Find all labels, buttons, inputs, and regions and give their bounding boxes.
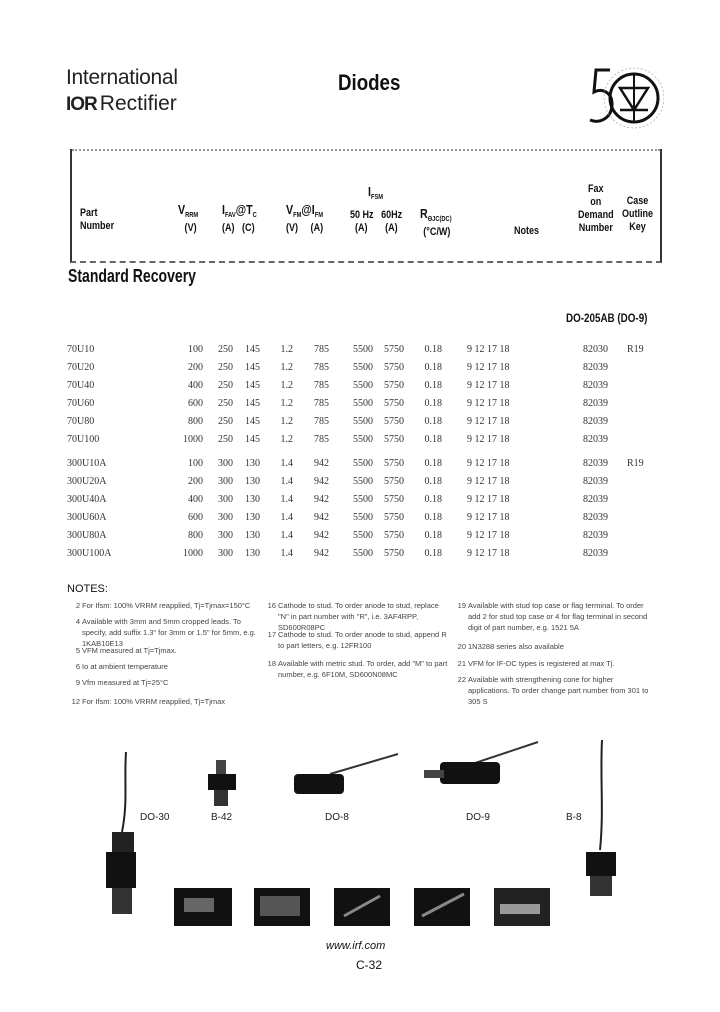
- note-number: 17: [267, 630, 276, 639]
- note-text: Available with strengthening cone for higher applications. To order change part number from 301 to 305 S: [468, 675, 649, 706]
- cell-part: 70U100: [67, 434, 100, 445]
- cell-ifm: 785: [314, 344, 329, 355]
- cell-vfm: 1.4: [280, 548, 293, 559]
- column-header-box: [70, 149, 662, 263]
- cell-fax: 82039: [583, 476, 608, 487]
- cell-i60: 5750: [384, 512, 404, 523]
- cell-fax: 82039: [583, 416, 608, 427]
- note-number: 18: [267, 659, 276, 668]
- cell-ifm: 942: [314, 458, 329, 469]
- note-text: VFM measured at Tj=Tjmax.: [82, 646, 177, 655]
- cell-ifm: 785: [314, 434, 329, 445]
- cell-ifav: 300: [218, 494, 233, 505]
- cell-rth: 0.18: [424, 398, 442, 409]
- cell-vfm: 1.2: [280, 344, 293, 355]
- cell-i50: 5500: [353, 548, 373, 559]
- cell-i60: 5750: [384, 344, 404, 355]
- cell-case: R19: [627, 458, 644, 469]
- header-rth: $R_{\Theta JC(DC)}$ (°C/W): [420, 206, 452, 239]
- note-text: Available with 3mm and 5mm cropped leads. To specify, add suffix 1.3" for 3mm or 1.5" for 5mm, e.g. 1KAB10E13: [82, 617, 256, 648]
- package-name: DO-8: [325, 812, 349, 823]
- cell-vfm: 1.2: [280, 380, 293, 391]
- cell-i50: 5500: [353, 476, 373, 487]
- cell-i50: 5500: [353, 458, 373, 469]
- note-text: 1N3288 series also available: [468, 642, 564, 651]
- cell-notes: 9 12 17 18: [467, 494, 510, 505]
- cell-i50: 5500: [353, 344, 373, 355]
- cell-tc: 145: [245, 362, 260, 373]
- cell-i60: 5750: [384, 416, 404, 427]
- cell-rth: 0.18: [424, 494, 442, 505]
- cell-part: 70U40: [67, 380, 95, 391]
- cell-vrrm: 1000: [183, 434, 203, 445]
- header-ifav: $I_{FAV}@T_C$ (A) (C): [222, 202, 257, 235]
- table-row: [0, 362, 720, 380]
- anniversary-50-logo: [582, 62, 664, 134]
- cell-vfm: 1.2: [280, 362, 293, 373]
- cell-rth: 0.18: [424, 512, 442, 523]
- note-text: Io at ambient temperature: [82, 662, 168, 671]
- cell-tc: 130: [245, 512, 260, 523]
- cell-notes: 9 12 17 18: [467, 362, 510, 373]
- note-number: 19: [457, 601, 466, 610]
- note-text: For Ifsm: 100% VRRM reapplied, Tj=Tjmax=150°C: [82, 601, 251, 610]
- header-fax: Fax on Demand Number: [578, 183, 614, 234]
- header-vrrm: $V_{RRM}$ (V): [178, 202, 199, 235]
- cell-case: R19: [627, 344, 644, 355]
- cell-i60: 5750: [384, 476, 404, 487]
- cell-tc: 130: [245, 476, 260, 487]
- cell-fax: 82030: [583, 344, 608, 355]
- package-name: DO-9: [466, 812, 490, 823]
- cell-ifav: 250: [218, 344, 233, 355]
- b42-image: [204, 760, 244, 810]
- cell-fax: 82039: [583, 530, 608, 541]
- note-number: 22: [457, 675, 466, 684]
- table-row: [0, 398, 720, 416]
- cell-rth: 0.18: [424, 344, 442, 355]
- table-row: [0, 548, 720, 566]
- do8-image: [290, 752, 400, 802]
- header-ifsm: $I_{FSM}$: [368, 184, 384, 202]
- table-row: [0, 458, 720, 476]
- note-number: 12: [71, 697, 80, 706]
- note-number: 9: [75, 678, 80, 687]
- cell-ifav: 250: [218, 416, 233, 427]
- cell-vrrm: 600: [188, 398, 203, 409]
- package-name: B-42: [211, 812, 233, 823]
- cell-ifm: 942: [314, 494, 329, 505]
- cell-part: 300U60A: [67, 512, 107, 523]
- cell-fax: 82039: [583, 434, 608, 445]
- note-number: 20: [457, 642, 466, 651]
- note-item: [457, 641, 653, 652]
- cell-i50: 5500: [353, 398, 373, 409]
- cell-ifav: 300: [218, 476, 233, 487]
- cell-i60: 5750: [384, 362, 404, 373]
- cell-i50: 5500: [353, 434, 373, 445]
- cell-vfm: 1.4: [280, 458, 293, 469]
- do30-image: [96, 752, 146, 917]
- cell-fax: 82039: [583, 458, 608, 469]
- table-row: [0, 512, 720, 530]
- note-number: 16: [267, 601, 276, 610]
- note-item: [75, 600, 257, 611]
- cell-i60: 5750: [384, 398, 404, 409]
- cell-ifm: 785: [314, 416, 329, 427]
- cell-part: 70U20: [67, 362, 95, 373]
- cell-fax: 82039: [583, 548, 608, 559]
- table-row: [0, 416, 720, 434]
- cell-vrrm: 100: [188, 458, 203, 469]
- cell-tc: 130: [245, 530, 260, 541]
- cell-ifav: 300: [218, 512, 233, 523]
- table-row: [0, 530, 720, 548]
- cell-ifav: 250: [218, 434, 233, 445]
- cell-notes: 9 12 17 18: [467, 530, 510, 541]
- cell-part: 70U60: [67, 398, 95, 409]
- cell-rth: 0.18: [424, 476, 442, 487]
- cell-vrrm: 1000: [183, 548, 203, 559]
- cell-i50: 5500: [353, 494, 373, 505]
- cell-tc: 145: [245, 398, 260, 409]
- cell-tc: 145: [245, 434, 260, 445]
- cell-fax: 82039: [583, 380, 608, 391]
- cell-fax: 82039: [583, 362, 608, 373]
- do9-image: [420, 740, 540, 800]
- cell-ifav: 300: [218, 530, 233, 541]
- page-number: C-32: [356, 958, 383, 972]
- cell-ifm: 942: [314, 530, 329, 541]
- header-case: Case Outline Key: [622, 195, 654, 233]
- cell-rth: 0.18: [424, 458, 442, 469]
- cell-rth: 0.18: [424, 548, 442, 559]
- cell-vfm: 1.4: [280, 476, 293, 487]
- cell-rth: 0.18: [424, 530, 442, 541]
- brand-rectifier: Rectifier: [99, 92, 177, 115]
- cell-rth: 0.18: [424, 416, 442, 427]
- footer-url[interactable]: www.irf.com: [326, 940, 386, 952]
- cell-ifav: 300: [218, 458, 233, 469]
- header-part: Part Number: [80, 207, 115, 232]
- note-text: Cathode to stud. To order anode to stud, replace "N" in part number with "R", i.e. 3AF4RPP, SD600R08PC: [278, 601, 439, 632]
- table-row: [0, 476, 720, 494]
- cell-vrrm: 600: [188, 512, 203, 523]
- cell-notes: 9 12 17 18: [467, 380, 510, 391]
- b8-image: [576, 740, 626, 900]
- cell-tc: 130: [245, 458, 260, 469]
- cell-notes: 9 12 17 18: [467, 458, 510, 469]
- note-number: 4: [75, 617, 80, 626]
- cell-vrrm: 800: [188, 530, 203, 541]
- cell-vrrm: 800: [188, 416, 203, 427]
- cell-part: 300U20A: [67, 476, 107, 487]
- package-label: DO-205AB (DO-9): [566, 311, 648, 325]
- package-name: B-8: [566, 812, 582, 823]
- note-item: [457, 674, 653, 707]
- cell-vrrm: 200: [188, 476, 203, 487]
- cell-vfm: 1.4: [280, 530, 293, 541]
- page-title: Diodes: [338, 70, 401, 95]
- cell-notes: 9 12 17 18: [467, 512, 510, 523]
- note-text: Available with stud top case or flag terminal. To order add 2 for stud top case or 4 for flag terminal in second digit of part number, e.g. 1521 5A: [468, 601, 648, 632]
- cell-vrrm: 400: [188, 494, 203, 505]
- note-item: [71, 696, 257, 707]
- cell-ifav: 300: [218, 548, 233, 559]
- note-item: [457, 658, 653, 669]
- cell-vrrm: 200: [188, 362, 203, 373]
- cell-i50: 5500: [353, 530, 373, 541]
- cell-notes: 9 12 17 18: [467, 416, 510, 427]
- table-row: [0, 494, 720, 512]
- cell-tc: 145: [245, 416, 260, 427]
- header-ifsm-cols: 50 Hz 60Hz (A) (A): [350, 209, 403, 234]
- note-item: [267, 629, 448, 651]
- cell-vfm: 1.2: [280, 434, 293, 445]
- cell-ifm: 942: [314, 512, 329, 523]
- note-item: [75, 661, 257, 672]
- brand-line1: International: [66, 66, 178, 89]
- cell-ifav: 250: [218, 362, 233, 373]
- cell-i60: 5750: [384, 530, 404, 541]
- cell-notes: 9 12 17 18: [467, 344, 510, 355]
- cell-vfm: 1.4: [280, 494, 293, 505]
- cell-fax: 82039: [583, 398, 608, 409]
- table-row: [0, 434, 720, 452]
- note-text: Cathode to stud. To order anode to stud, append R to part letters, e.g. 12FR100: [278, 630, 447, 650]
- cell-vrrm: 100: [188, 344, 203, 355]
- note-number: 5: [75, 646, 80, 655]
- header-notes: Notes: [514, 225, 540, 237]
- cell-rth: 0.18: [424, 362, 442, 373]
- cell-ifav: 250: [218, 380, 233, 391]
- cell-notes: 9 12 17 18: [467, 434, 510, 445]
- cell-i60: 5750: [384, 548, 404, 559]
- cell-vrrm: 400: [188, 380, 203, 391]
- notes-title: NOTES:: [67, 583, 108, 595]
- table-row: [0, 344, 720, 362]
- cell-ifm: 942: [314, 548, 329, 559]
- ior-logo: IOR: [66, 94, 97, 115]
- note-item: [457, 600, 653, 633]
- cell-vfm: 1.2: [280, 398, 293, 409]
- note-item: [267, 658, 448, 680]
- cell-tc: 130: [245, 548, 260, 559]
- cell-i50: 5500: [353, 416, 373, 427]
- cell-part: 300U80A: [67, 530, 107, 541]
- cell-i60: 5750: [384, 494, 404, 505]
- cell-part: 300U100A: [67, 548, 112, 559]
- note-item: [75, 645, 257, 656]
- cell-i60: 5750: [384, 458, 404, 469]
- cell-ifm: 785: [314, 362, 329, 373]
- cell-notes: 9 12 17 18: [467, 548, 510, 559]
- cell-ifav: 250: [218, 398, 233, 409]
- cell-ifm: 785: [314, 398, 329, 409]
- cell-part: 70U80: [67, 416, 95, 427]
- note-text: Available with metric stud. To order, add "M" to part number, e.g. 6F10M, SD600N08MC: [278, 659, 448, 679]
- note-item: [75, 677, 257, 688]
- cell-i60: 5750: [384, 380, 404, 391]
- note-number: 21: [457, 659, 466, 668]
- cell-notes: 9 12 17 18: [467, 476, 510, 487]
- cell-rth: 0.18: [424, 434, 442, 445]
- cell-tc: 145: [245, 380, 260, 391]
- cell-i60: 5750: [384, 434, 404, 445]
- package-name: DO-30: [140, 812, 170, 823]
- cell-i50: 5500: [353, 380, 373, 391]
- cell-tc: 130: [245, 494, 260, 505]
- table-row: [0, 380, 720, 398]
- note-text: For Ifsm: 100% VRRM reapplied, Tj=Tjmax: [82, 697, 226, 706]
- cell-vfm: 1.4: [280, 512, 293, 523]
- cell-ifm: 942: [314, 476, 329, 487]
- cell-ifm: 785: [314, 380, 329, 391]
- brand-line2: [66, 92, 177, 116]
- cell-i50: 5500: [353, 512, 373, 523]
- note-number: 2: [75, 601, 80, 610]
- section-title: Standard Recovery: [68, 266, 196, 286]
- thumbnail-strip: [174, 886, 574, 928]
- cell-vfm: 1.2: [280, 416, 293, 427]
- note-text: VFM for IF-DC types is registered at max Tj.: [468, 659, 615, 668]
- cell-fax: 82039: [583, 494, 608, 505]
- cell-part: 300U10A: [67, 458, 107, 469]
- note-text: Vfm measured at Tj=25°C: [82, 678, 169, 687]
- cell-part: 70U10: [67, 344, 95, 355]
- cell-tc: 145: [245, 344, 260, 355]
- cell-i50: 5500: [353, 362, 373, 373]
- cell-part: 300U40A: [67, 494, 107, 505]
- note-number: 6: [75, 662, 80, 671]
- cell-notes: 9 12 17 18: [467, 398, 510, 409]
- cell-fax: 82039: [583, 512, 608, 523]
- header-vfm: $V_{FM}@I_{FM}$ (V) (A): [286, 202, 324, 235]
- cell-rth: 0.18: [424, 380, 442, 391]
